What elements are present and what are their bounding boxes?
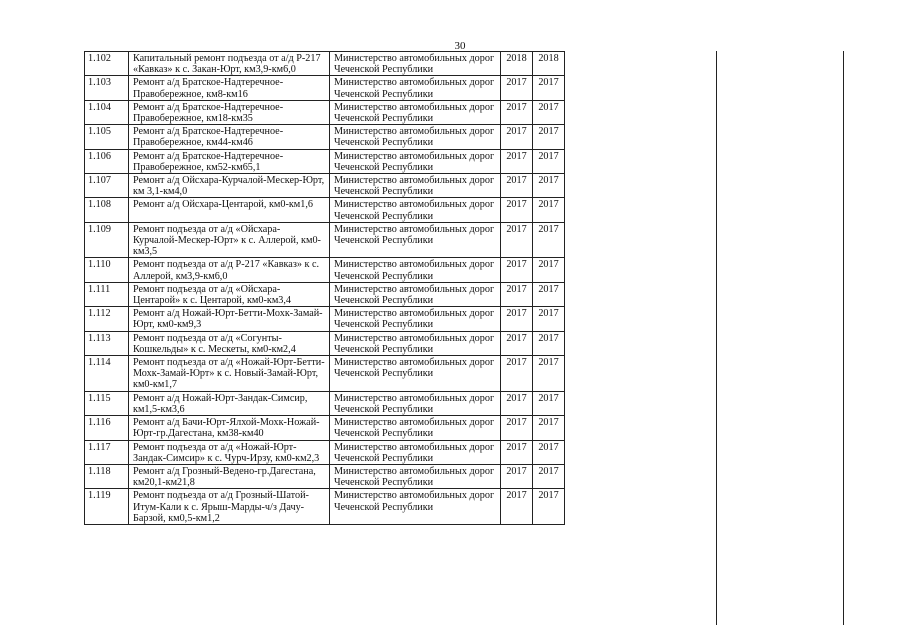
row-start-year-cell: 2017	[501, 331, 533, 355]
row-number-cell: 1.112	[85, 307, 129, 331]
row-number-cell: 1.116	[85, 416, 129, 440]
row-executor-cell: Министерство автомобильных дорог Чеченской Республики	[330, 76, 501, 100]
row-name-cell: Ремонт подъезда от а/д Р-217 «Кавказ» к с. Аллерой, км3,9-км6,0	[129, 258, 330, 282]
row-number-cell: 1.114	[85, 356, 129, 392]
row-executor-cell: Министерство автомобильных дорог Чеченской Республики	[330, 489, 501, 525]
row-number-cell: 1.104	[85, 100, 129, 124]
row-number-cell: 1.109	[85, 222, 129, 258]
row-number-cell: 1.111	[85, 282, 129, 306]
row-start-year-cell: 2017	[501, 307, 533, 331]
table-row	[85, 174, 565, 198]
table-body	[85, 52, 565, 525]
row-end-year-cell: 2017	[533, 125, 565, 149]
row-name-cell: Ремонт а/д Ойсхара-Курчалой-Мескер-Юрт, км 3,1-км4,0	[129, 174, 330, 198]
row-start-year-cell: 2017	[501, 416, 533, 440]
row-name-cell: Ремонт а/д Братское-Надтеречное-Правобережное, км8-км16	[129, 76, 330, 100]
column-divider	[716, 51, 717, 625]
row-name-cell: Капитальный ремонт подъезда от а/д Р-217 «Кавказ» к с. Закан-Юрт, км3,9-км6,0	[129, 52, 330, 76]
row-name-cell: Ремонт а/д Грозный-Ведено-гр.Дагестана, км20,1-км21,8	[129, 464, 330, 488]
table-row	[85, 222, 565, 258]
row-start-year-cell: 2017	[501, 258, 533, 282]
table-row	[85, 307, 565, 331]
row-number-cell: 1.110	[85, 258, 129, 282]
row-executor-cell: Министерство автомобильных дорог Чеченской Республики	[330, 356, 501, 392]
row-end-year-cell: 2017	[533, 100, 565, 124]
row-number-cell: 1.106	[85, 149, 129, 173]
row-end-year-cell: 2017	[533, 331, 565, 355]
row-end-year-cell: 2018	[533, 52, 565, 76]
table-row	[85, 440, 565, 464]
table-row	[85, 282, 565, 306]
row-name-cell: Ремонт подъезда от а/д «Ножай-Юрт-Бетти-Мохк-Замай-Юрт» к с. Новый-Замай-Юрт, км0-км1,7	[129, 356, 330, 392]
row-executor-cell: Министерство автомобильных дорог Чеченской Республики	[330, 222, 501, 258]
row-start-year-cell: 2017	[501, 76, 533, 100]
table-row	[85, 52, 565, 76]
table-row	[85, 149, 565, 173]
row-number-cell: 1.115	[85, 391, 129, 415]
row-end-year-cell: 2017	[533, 356, 565, 392]
row-name-cell: Ремонт а/д Братское-Надтеречное-Правобережное, км52-км65,1	[129, 149, 330, 173]
row-end-year-cell: 2017	[533, 416, 565, 440]
table-row	[85, 76, 565, 100]
row-name-cell: Ремонт подъезда от а/д «Ойсхара-Курчалой-Мескер-Юрт» к с. Аллерой, км0-км3,5	[129, 222, 330, 258]
row-number-cell: 1.117	[85, 440, 129, 464]
row-start-year-cell: 2017	[501, 356, 533, 392]
table-row	[85, 198, 565, 222]
row-start-year-cell: 2017	[501, 489, 533, 525]
row-name-cell: Ремонт а/д Ножай-Юрт-Бетти-Мохк-Замай-Юрт, км0-км9,3	[129, 307, 330, 331]
table-row	[85, 258, 565, 282]
row-number-cell: 1.102	[85, 52, 129, 76]
row-number-cell: 1.105	[85, 125, 129, 149]
row-end-year-cell: 2017	[533, 440, 565, 464]
row-executor-cell: Министерство автомобильных дорог Чеченской Республики	[330, 282, 501, 306]
row-number-cell: 1.118	[85, 464, 129, 488]
row-executor-cell: Министерство автомобильных дорог Чеченской Республики	[330, 440, 501, 464]
row-end-year-cell: 2017	[533, 198, 565, 222]
page-number: 30	[454, 40, 466, 52]
row-end-year-cell: 2017	[533, 391, 565, 415]
column-divider	[843, 51, 844, 625]
row-start-year-cell: 2017	[501, 282, 533, 306]
row-start-year-cell: 2017	[501, 222, 533, 258]
row-executor-cell: Министерство автомобильных дорог Чеченской Республики	[330, 258, 501, 282]
row-executor-cell: Министерство автомобильных дорог Чеченской Республики	[330, 391, 501, 415]
row-end-year-cell: 2017	[533, 258, 565, 282]
row-end-year-cell: 2017	[533, 489, 565, 525]
row-start-year-cell: 2017	[501, 149, 533, 173]
row-name-cell: Ремонт подъезда от а/д Грозный-Шатой-Итум-Кали к с. Ярыш-Марды-ч/з Дачу-Барзой, км0,5-км1,2	[129, 489, 330, 525]
row-name-cell: Ремонт подъезда от а/д «Ножай-Юрт-Зандак-Симсир» к с. Чурч-Ирзу, км0-км2,3	[129, 440, 330, 464]
row-start-year-cell: 2017	[501, 198, 533, 222]
row-end-year-cell: 2017	[533, 464, 565, 488]
row-executor-cell: Министерство автомобильных дорог Чеченской Республики	[330, 149, 501, 173]
row-start-year-cell: 2017	[501, 100, 533, 124]
table-row	[85, 356, 565, 392]
row-end-year-cell: 2017	[533, 307, 565, 331]
row-start-year-cell: 2017	[501, 440, 533, 464]
row-start-year-cell: 2017	[501, 125, 533, 149]
row-name-cell: Ремонт а/д Братское-Надтеречное-Правобережное, км18-км35	[129, 100, 330, 124]
row-start-year-cell: 2018	[501, 52, 533, 76]
row-start-year-cell: 2017	[501, 464, 533, 488]
row-executor-cell: Министерство автомобильных дорог Чеченской Республики	[330, 464, 501, 488]
row-name-cell: Ремонт а/д Ножай-Юрт-Зандак-Симсир, км1,5-км3,6	[129, 391, 330, 415]
row-number-cell: 1.113	[85, 331, 129, 355]
table-row	[85, 331, 565, 355]
row-executor-cell: Министерство автомобильных дорог Чеченской Республики	[330, 52, 501, 76]
row-executor-cell: Министерство автомобильных дорог Чеченской Республики	[330, 307, 501, 331]
row-name-cell: Ремонт подъезда от а/д «Согунты-Кошкельды» к с. Мескеты, км0-км2,4	[129, 331, 330, 355]
row-executor-cell: Министерство автомобильных дорог Чеченской Республики	[330, 198, 501, 222]
row-executor-cell: Министерство автомобильных дорог Чеченской Республики	[330, 174, 501, 198]
row-number-cell: 1.103	[85, 76, 129, 100]
table-row	[85, 391, 565, 415]
row-number-cell: 1.107	[85, 174, 129, 198]
row-end-year-cell: 2017	[533, 76, 565, 100]
row-executor-cell: Министерство автомобильных дорог Чеченской Республики	[330, 100, 501, 124]
row-name-cell: Ремонт а/д Ойсхара-Центарой, км0-км1,6	[129, 198, 330, 222]
table-row	[85, 464, 565, 488]
row-end-year-cell: 2017	[533, 149, 565, 173]
table-row	[85, 489, 565, 525]
row-number-cell: 1.119	[85, 489, 129, 525]
row-end-year-cell: 2017	[533, 174, 565, 198]
program-table	[84, 51, 565, 525]
row-executor-cell: Министерство автомобильных дорог Чеченской Республики	[330, 416, 501, 440]
row-name-cell: Ремонт а/д Братское-Надтеречное-Правобережное, км44-км46	[129, 125, 330, 149]
row-start-year-cell: 2017	[501, 391, 533, 415]
table-row	[85, 125, 565, 149]
row-number-cell: 1.108	[85, 198, 129, 222]
row-name-cell: Ремонт подъезда от а/д «Ойсхара-Центарой» к с. Центарой, км0-км3,4	[129, 282, 330, 306]
row-executor-cell: Министерство автомобильных дорог Чеченской Республики	[330, 125, 501, 149]
row-start-year-cell: 2017	[501, 174, 533, 198]
table-row	[85, 416, 565, 440]
table-row	[85, 100, 565, 124]
row-name-cell: Ремонт а/д Бачи-Юрт-Ялхой-Мохк-Ножай-Юрт-гр.Дагестана, км38-км40	[129, 416, 330, 440]
row-end-year-cell: 2017	[533, 222, 565, 258]
row-executor-cell: Министерство автомобильных дорог Чеченской Республики	[330, 331, 501, 355]
row-end-year-cell: 2017	[533, 282, 565, 306]
